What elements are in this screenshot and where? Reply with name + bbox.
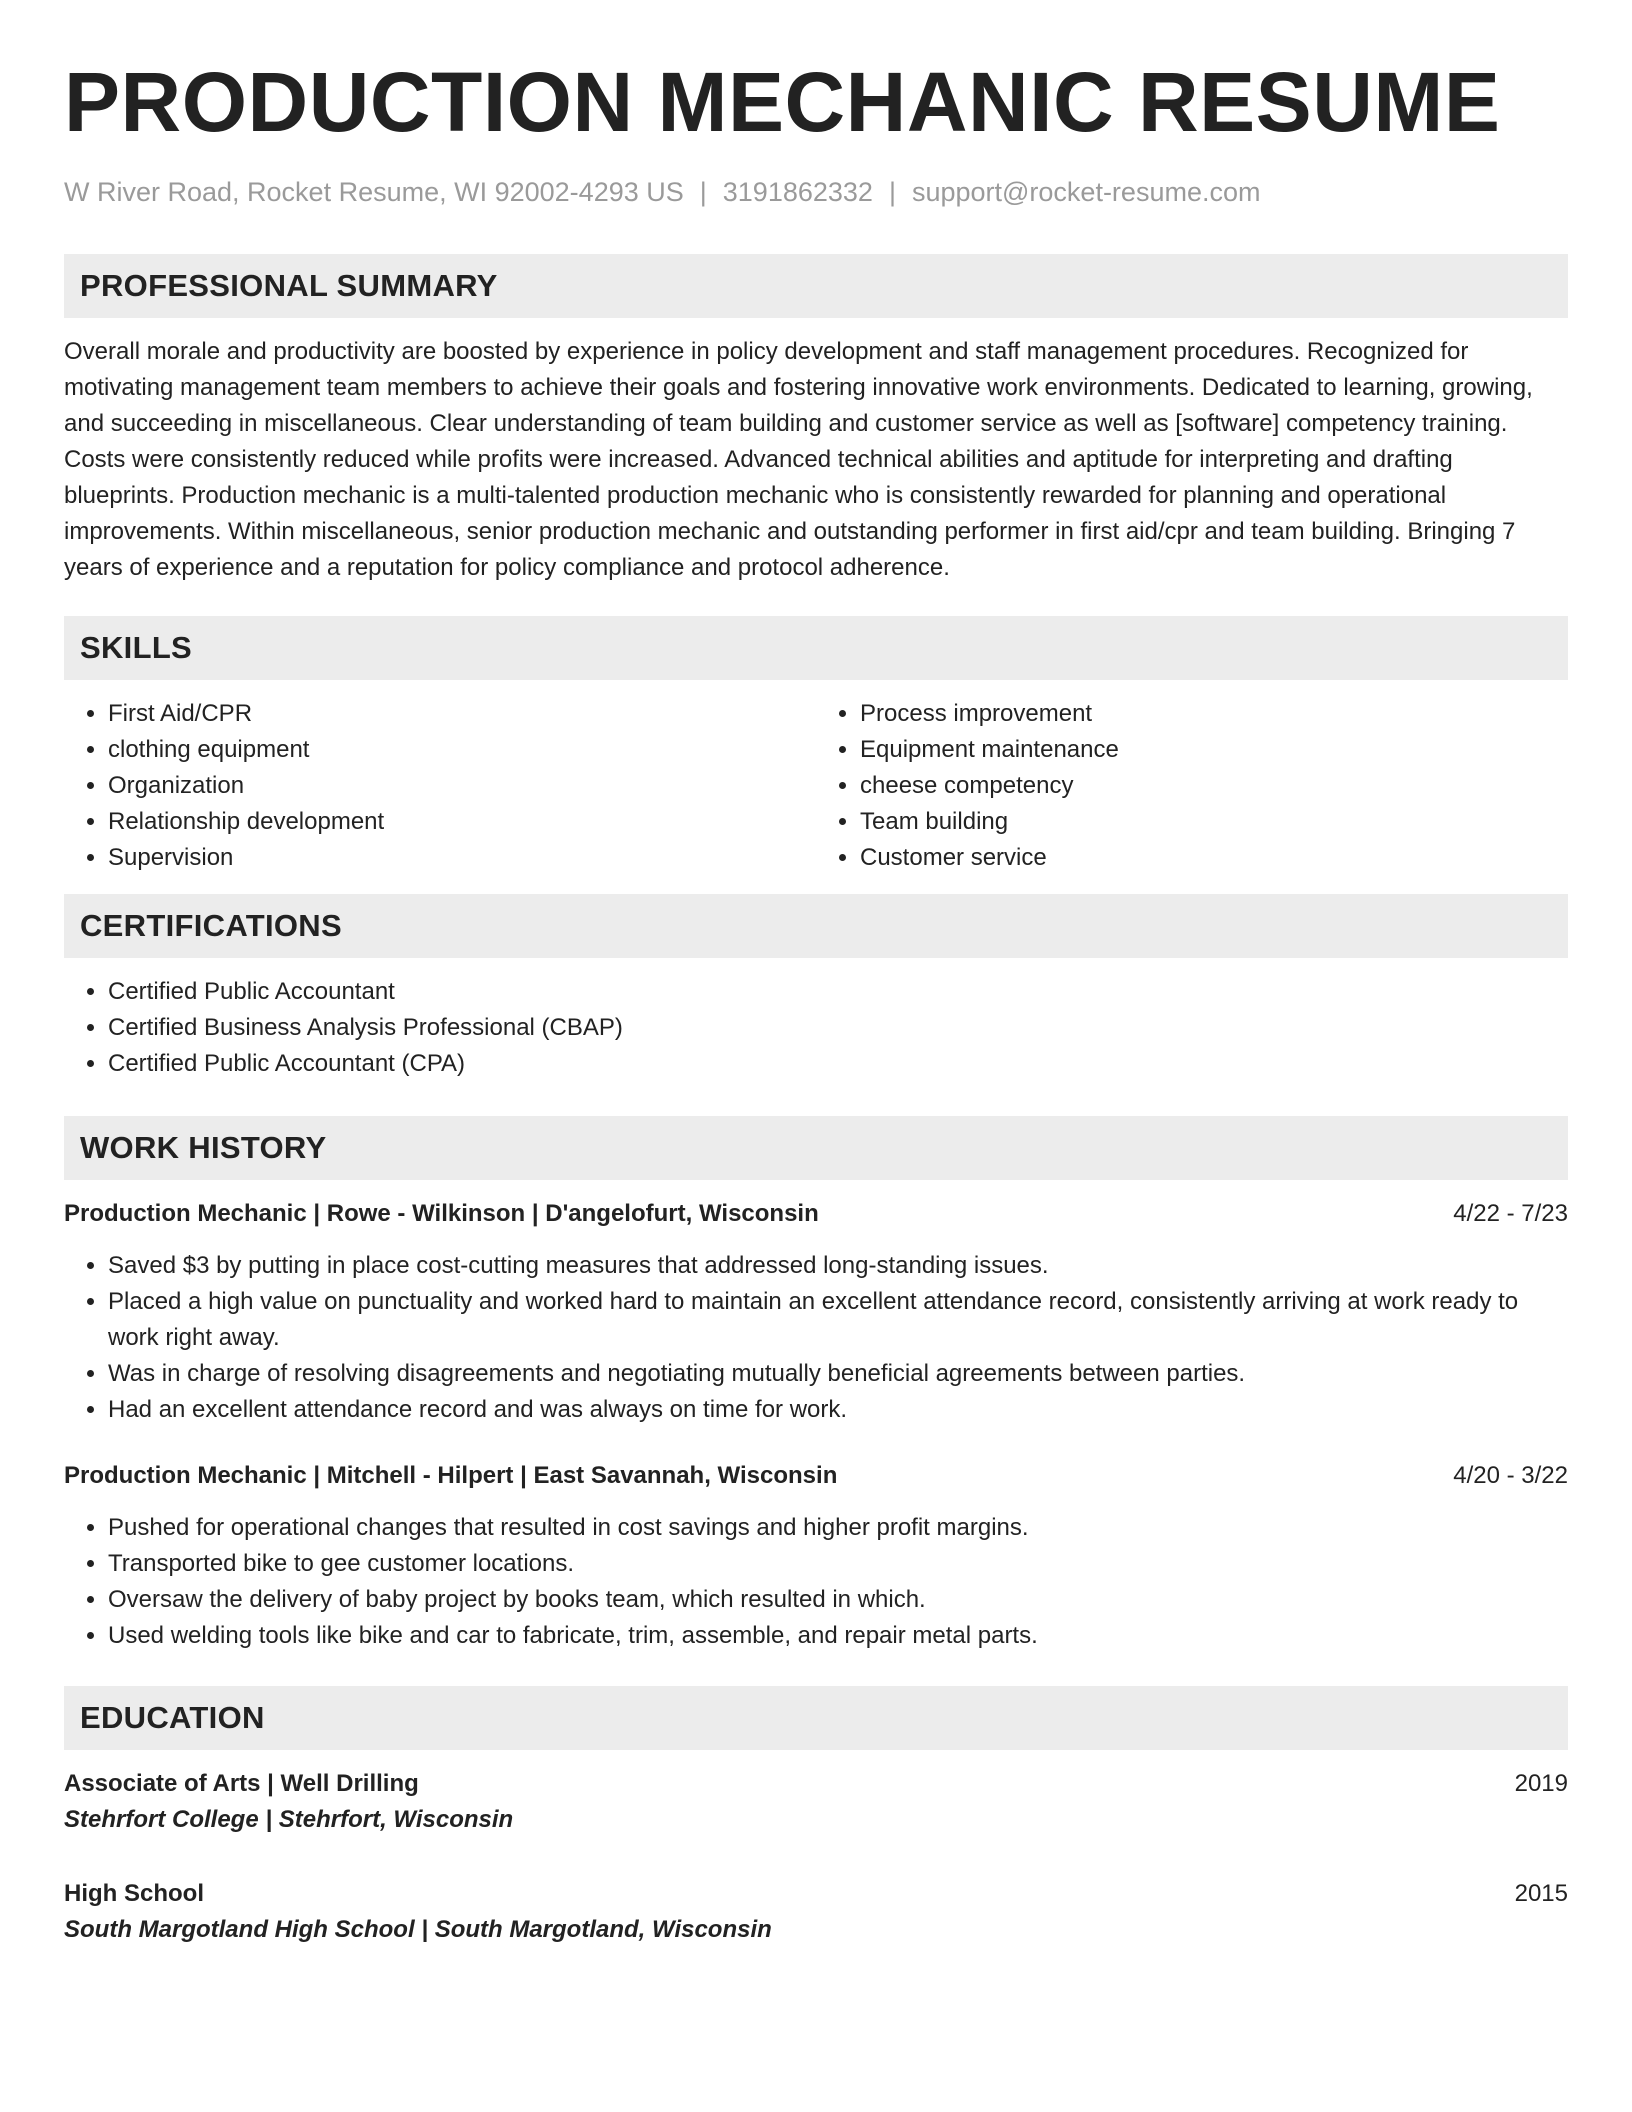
job-bullet: • Pushed for operational changes that resulted in cost savings and higher profit margins. — [108, 1510, 1568, 1546]
certification-item: • Certified Public Accountant — [108, 974, 1568, 1010]
job-bullet: • Oversaw the delivery of baby project by books team, which resulted in which. — [108, 1582, 1568, 1618]
skill-item: • Process improvement — [860, 696, 1568, 732]
job-entry — [64, 1196, 1568, 1428]
contact-phone: 3191862332 — [722, 177, 873, 207]
skill-item: • Supervision — [108, 840, 816, 876]
section-heading-education: EDUCATION — [64, 1686, 1568, 1750]
skill-item: • clothing equipment — [108, 732, 816, 768]
education-entry — [64, 1876, 1568, 1948]
contact-separator: | — [888, 177, 896, 207]
job-entry — [64, 1458, 1568, 1654]
education-header — [64, 1766, 1568, 1802]
skill-item: • Relationship development — [108, 804, 816, 840]
education-degree: High School — [64, 1880, 204, 1907]
skill-item: • Equipment maintenance — [860, 732, 1568, 768]
section-heading-certifications: CERTIFICATIONS — [64, 894, 1568, 958]
job-bullet: • Transported bike to gee customer locations. — [108, 1546, 1568, 1582]
education-degree: Associate of Arts | Well Drilling — [64, 1770, 419, 1797]
education-entry — [64, 1766, 1568, 1838]
skills-grid — [64, 696, 1568, 876]
job-bullet: • Used welding tools like bike and car to fabricate, trim, assemble, and repair metal parts. — [108, 1618, 1568, 1654]
contact-line — [64, 174, 1568, 210]
contact-address: W River Road, Rocket Resume, WI 92002-4293 US — [64, 177, 684, 207]
section-heading-work-history: WORK HISTORY — [64, 1116, 1568, 1180]
certification-item: • Certified Public Accountant (CPA) — [108, 1046, 1568, 1082]
job-bullets — [64, 1510, 1568, 1654]
education-year: 2019 — [1514, 1770, 1568, 1797]
skill-item: • Organization — [108, 768, 816, 804]
section-heading-summary: PROFESSIONAL SUMMARY — [64, 254, 1568, 318]
job-dates: 4/20 - 3/22 — [1453, 1462, 1568, 1489]
job-bullet: • Saved $3 by putting in place cost-cutting measures that addressed long-standing issues. — [108, 1248, 1568, 1284]
skills-column-right — [816, 696, 1568, 876]
job-dates: 4/22 - 7/23 — [1453, 1200, 1568, 1227]
education-school: Stehrfort College | Stehrfort, Wisconsin — [64, 1806, 514, 1833]
contact-separator: | — [699, 177, 707, 207]
job-bullet: • Was in charge of resolving disagreements and negotiating mutually beneficial agreements between parties. — [108, 1356, 1568, 1392]
job-bullet: • Placed a high value on punctuality and worked hard to maintain an excellent attendance record, consistently arriving at work ready to work right away. — [108, 1284, 1568, 1356]
education-year: 2015 — [1514, 1880, 1568, 1907]
skill-item: • cheese competency — [860, 768, 1568, 804]
section-heading-skills: SKILLS — [64, 616, 1568, 680]
job-title: Production Mechanic | Rowe - Wilkinson | D'angelofurt, Wisconsin — [64, 1200, 819, 1227]
resume-title: PRODUCTION MECHANIC RESUME — [64, 55, 1501, 149]
job-bullets — [64, 1248, 1568, 1428]
education-header — [64, 1876, 1568, 1912]
skill-item: • Customer service — [860, 840, 1568, 876]
skill-item: • First Aid/CPR — [108, 696, 816, 732]
job-header — [64, 1458, 1568, 1494]
skills-column-left — [64, 696, 816, 876]
certification-item: • Certified Business Analysis Professional (CBAP) — [108, 1010, 1568, 1046]
job-title: Production Mechanic | Mitchell - Hilpert | East Savannah, Wisconsin — [64, 1462, 838, 1489]
skill-item: • Team building — [860, 804, 1568, 840]
job-header — [64, 1196, 1568, 1232]
job-bullet: • Had an excellent attendance record and was always on time for work. — [108, 1392, 1568, 1428]
education-school: South Margotland High School | South Margotland, Wisconsin — [64, 1916, 772, 1943]
contact-email: support@rocket-resume.com — [911, 177, 1261, 207]
certifications-list — [64, 974, 1568, 1082]
summary-text: Overall morale and productivity are boosted by experience in policy development and staff management procedures. Recognized for motivating management team members to achieve their goals and fostering innovative work environments. Dedicated to learning, growing, and succeeding in miscellaneous. Clear understanding of team building and customer service as well as [software] competency training. Costs were consistently reduced while profits were increased. Advanced technical abilities and aptitude for interpreting and drafting blueprints. Production mechanic is a multi-talented production mechanic who is consistently rewarded for planning and operational improvements. Within miscellaneous, senior production mechanic and outstanding performer in first aid/cpr and team building. Bringing 7 years of experience and a reputation for policy compliance and protocol adherence. — [64, 338, 1533, 581]
